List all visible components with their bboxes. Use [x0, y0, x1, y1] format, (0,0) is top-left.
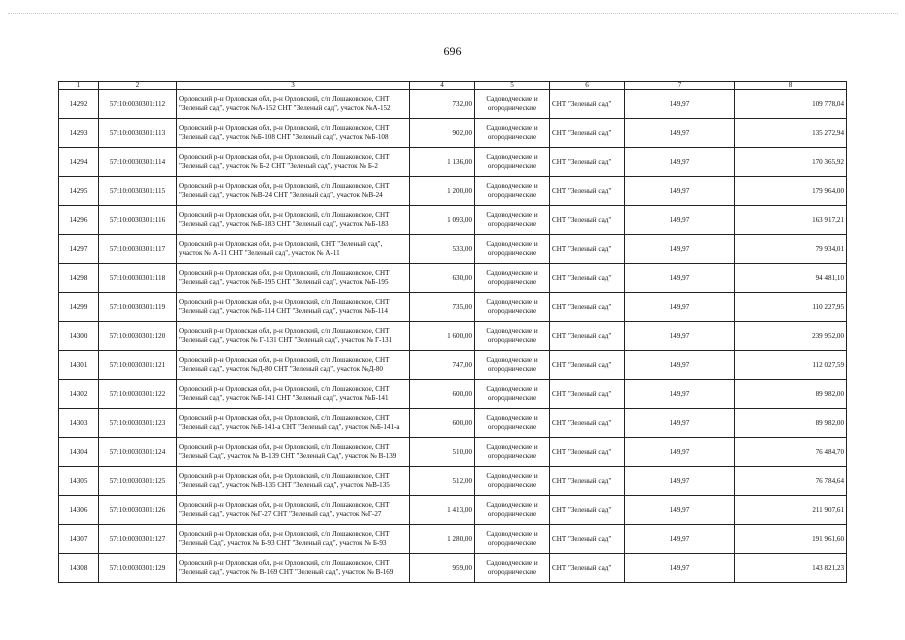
- unit-price: 149,97: [625, 409, 735, 438]
- table-row: [59, 380, 847, 409]
- snt-name: СНТ "Зеленый сад": [550, 467, 625, 496]
- cadastral-value: 211 907,61: [735, 496, 847, 525]
- unit-price: 149,97: [625, 293, 735, 322]
- column-header: 7: [625, 82, 735, 90]
- column-header: 5: [475, 82, 550, 90]
- address: Орловский р-н Орловская обл, р-н Орловский, с/п Лошаковское, СНТ "Зеленый сад", участок №В-135 СНТ "Зеленый сад", участок №В-135: [177, 467, 410, 496]
- column-header: 3: [177, 82, 410, 90]
- address: Орловский р-н Орловская обл, р-н Орловский, с/п Лошаковское, СНТ "Зеленый Сад", участок № В-139 СНТ "Зеленый Сад", участок № В-139: [177, 438, 410, 467]
- snt-name: СНТ "Зеленый сад": [550, 206, 625, 235]
- column-header: 4: [410, 82, 475, 90]
- row-number: 14295: [59, 177, 99, 206]
- area-value: 732,00: [410, 90, 475, 119]
- cadastral-number: 57:10:0030301:119: [99, 293, 177, 322]
- row-number: 14294: [59, 148, 99, 177]
- snt-name: СНТ "Зеленый сад": [550, 293, 625, 322]
- address: Орловский р-н Орловская обл, р-н Орловский, с/п Лошаковское, СНТ "Зеленый сад", участок №Б-114 СНТ "Зеленый сад", участок №Б-114: [177, 293, 410, 322]
- address: Орловский р-н Орловская обл, р-н Орловский, с/п Лошаковское, СНТ "Зеленый сад", участок № Г-131 СНТ "Зеленый сад", участок № Г-131: [177, 322, 410, 351]
- unit-price: 149,97: [625, 90, 735, 119]
- cadastral-value: 191 961,60: [735, 525, 847, 554]
- snt-name: СНТ "Зеленый сад": [550, 525, 625, 554]
- unit-price: 149,97: [625, 438, 735, 467]
- cadastral-number: 57:10:0030301:113: [99, 119, 177, 148]
- table-row: [59, 467, 847, 496]
- area-value: 1 093,00: [410, 206, 475, 235]
- snt-name: СНТ "Зеленый сад": [550, 438, 625, 467]
- snt-name: СНТ "Зеленый сад": [550, 119, 625, 148]
- cadastral-number: 57:10:0030301:127: [99, 525, 177, 554]
- table-row: [59, 177, 847, 206]
- cadastral-number: 57:10:0030301:123: [99, 409, 177, 438]
- unit-price: 149,97: [625, 119, 735, 148]
- cadastral-value: 76 784,64: [735, 467, 847, 496]
- row-number: 14302: [59, 380, 99, 409]
- land-use: Садоводческие и огороднические: [475, 293, 550, 322]
- snt-name: СНТ "Зеленый сад": [550, 148, 625, 177]
- cadastral-value: 94 481,10: [735, 264, 847, 293]
- table-row: [59, 496, 847, 525]
- cadastral-number: 57:10:0030301:112: [99, 90, 177, 119]
- land-use: Садоводческие и огороднические: [475, 467, 550, 496]
- table-row: [59, 119, 847, 148]
- cadastral-number: 57:10:0030301:115: [99, 177, 177, 206]
- address: Орловский р-н Орловская обл, р-н Орловский, с/п Лошаковское, СНТ "Зеленый сад", участок №Б-195 СНТ "Зеленый сад", участок №Б-195: [177, 264, 410, 293]
- row-number: 14293: [59, 119, 99, 148]
- snt-name: СНТ "Зеленый сад": [550, 380, 625, 409]
- area-value: 959,00: [410, 554, 475, 583]
- area-value: 902,00: [410, 119, 475, 148]
- address: Орловский р-н Орловская обл, р-н Орловский, с/п Лошаковское, СНТ "Зеленый сад", участок № Б-2 СНТ "Зеленый сад", участок № Б-2: [177, 148, 410, 177]
- area-value: 747,00: [410, 351, 475, 380]
- table-row: [59, 206, 847, 235]
- land-use: Садоводческие и огороднические: [475, 119, 550, 148]
- table-row: [59, 525, 847, 554]
- snt-name: СНТ "Зеленый сад": [550, 351, 625, 380]
- cadastral-value: 89 982,00: [735, 380, 847, 409]
- row-number: 14297: [59, 235, 99, 264]
- row-number: 14307: [59, 525, 99, 554]
- row-number: 14308: [59, 554, 99, 583]
- area-value: 1 600,00: [410, 322, 475, 351]
- cadastral-number: 57:10:0030301:118: [99, 264, 177, 293]
- row-number: 14301: [59, 351, 99, 380]
- land-use: Садоводческие и огороднические: [475, 90, 550, 119]
- area-value: 1 280,00: [410, 525, 475, 554]
- cadastral-value: 89 982,00: [735, 409, 847, 438]
- column-header: 6: [550, 82, 625, 90]
- address: Орловский р-н Орловская обл, р-н Орловский, с/п Лошаковское, СНТ "Зеленый сад", участок №Г-27 СНТ "Зеленый сад", участок №Г-27: [177, 496, 410, 525]
- column-header: 8: [735, 82, 847, 90]
- row-number: 14296: [59, 206, 99, 235]
- area-value: 600,00: [410, 380, 475, 409]
- cadastral-number: 57:10:0030301:124: [99, 438, 177, 467]
- table-row: [59, 438, 847, 467]
- row-number: 14304: [59, 438, 99, 467]
- unit-price: 149,97: [625, 264, 735, 293]
- land-registry-table: [58, 81, 847, 583]
- row-number: 14298: [59, 264, 99, 293]
- land-use: Садоводческие и огороднические: [475, 148, 550, 177]
- land-use: Садоводческие и огороднические: [475, 235, 550, 264]
- address: Орловский р-н Орловская обл, р-н Орловский, с/п Лошаковское, СНТ "Зеленый Сад", участок № Б-93 СНТ "Зеленый сад", участок № Б-93: [177, 525, 410, 554]
- column-header: 1: [59, 82, 99, 90]
- area-value: 1 200,00: [410, 177, 475, 206]
- land-use: Садоводческие и огороднические: [475, 322, 550, 351]
- address: Орловский р-н Орловская обл, р-н Орловский, с/п Лошаковское, СНТ "Зеленый сад", участок № В-169 СНТ "Зеленый сад", участок № В-169: [177, 554, 410, 583]
- cadastral-number: 57:10:0030301:125: [99, 467, 177, 496]
- area-value: 1 136,00: [410, 148, 475, 177]
- area-value: 510,00: [410, 438, 475, 467]
- land-use: Садоводческие и огороднические: [475, 177, 550, 206]
- cadastral-number: 57:10:0030301:116: [99, 206, 177, 235]
- address: Орловский р-н Орловская обл, р-н Орловский, с/п Лошаковское, СНТ "Зеленый сад", участок №В-24 СНТ "Зеленый сад", участок №В-24: [177, 177, 410, 206]
- snt-name: СНТ "Зеленый сад": [550, 496, 625, 525]
- cadastral-value: 163 917,21: [735, 206, 847, 235]
- cadastral-number: 57:10:0030301:129: [99, 554, 177, 583]
- row-number: 14292: [59, 90, 99, 119]
- cadastral-value: 112 027,59: [735, 351, 847, 380]
- scan-header-artifact: [8, 13, 898, 20]
- area-value: 735,00: [410, 293, 475, 322]
- address: Орловский р-н Орловская обл, р-н Орловский, с/п Лошаковское, СНТ "Зеленый сад", участок №Д-80 СНТ "Зеленый сад", участок №Д-80: [177, 351, 410, 380]
- cadastral-number: 57:10:0030301:121: [99, 351, 177, 380]
- cadastral-number: 57:10:0030301:120: [99, 322, 177, 351]
- unit-price: 149,97: [625, 351, 735, 380]
- cadastral-number: 57:10:0030301:117: [99, 235, 177, 264]
- address: Орловский р-н Орловская обл, р-н Орловский, СНТ "Зеленый сад", участок № А-11 СНТ "Зеленый сад", участок № А-11: [177, 235, 410, 264]
- land-use: Садоводческие и огороднические: [475, 264, 550, 293]
- row-number: 14299: [59, 293, 99, 322]
- land-use: Садоводческие и огороднические: [475, 554, 550, 583]
- row-number: 14305: [59, 467, 99, 496]
- table-row: [59, 90, 847, 119]
- page-number: 696: [443, 44, 462, 58]
- unit-price: 149,97: [625, 467, 735, 496]
- table-row: [59, 322, 847, 351]
- cadastral-value: 135 272,94: [735, 119, 847, 148]
- land-use: Садоводческие и огороднические: [475, 438, 550, 467]
- cadastral-value: 110 227,95: [735, 293, 847, 322]
- cadastral-number: 57:10:0030301:122: [99, 380, 177, 409]
- unit-price: 149,97: [625, 177, 735, 206]
- cadastral-value: 143 821,23: [735, 554, 847, 583]
- header-row: [59, 82, 847, 90]
- area-value: 1 413,00: [410, 496, 475, 525]
- unit-price: 149,97: [625, 380, 735, 409]
- table-row: [59, 351, 847, 380]
- cadastral-number: 57:10:0030301:126: [99, 496, 177, 525]
- cadastral-value: 76 484,70: [735, 438, 847, 467]
- table-row: [59, 235, 847, 264]
- area-value: 533,00: [410, 235, 475, 264]
- unit-price: 149,97: [625, 554, 735, 583]
- unit-price: 149,97: [625, 496, 735, 525]
- land-use: Садоводческие и огороднические: [475, 525, 550, 554]
- area-value: 600,00: [410, 409, 475, 438]
- unit-price: 149,97: [625, 148, 735, 177]
- address: Орловский р-н Орловская обл, р-н Орловский, с/п Лошаковское, СНТ "Зеленый сад", участок №Б-183 СНТ "Зеленый сад", участок №Б-183: [177, 206, 410, 235]
- snt-name: СНТ "Зеленый сад": [550, 90, 625, 119]
- cadastral-value: 109 778,04: [735, 90, 847, 119]
- snt-name: СНТ "Зеленый сад": [550, 322, 625, 351]
- snt-name: СНТ "Зеленый сад": [550, 409, 625, 438]
- column-header: 2: [99, 82, 177, 90]
- land-use: Садоводческие и огороднические: [475, 409, 550, 438]
- address: Орловский р-н Орловская обл, р-н Орловский, с/п Лошаковское, СНТ "Зеленый сад", участок №Б-108 СНТ "Зеленый сад", участок №Б-108: [177, 119, 410, 148]
- land-use: Садоводческие и огороднические: [475, 496, 550, 525]
- cadastral-value: 239 952,00: [735, 322, 847, 351]
- row-number: 14306: [59, 496, 99, 525]
- land-use: Садоводческие и огороднические: [475, 380, 550, 409]
- cadastral-value: 179 964,00: [735, 177, 847, 206]
- land-use: Садоводческие и огороднические: [475, 206, 550, 235]
- unit-price: 149,97: [625, 235, 735, 264]
- table-row: [59, 148, 847, 177]
- address: Орловский р-н Орловская обл, р-н Орловский, с/п Лошаковское, СНТ "Зеленый сад", участок №Б-141 СНТ "Зеленый сад", участок №Б-141: [177, 380, 410, 409]
- unit-price: 149,97: [625, 525, 735, 554]
- cadastral-value: 79 934,01: [735, 235, 847, 264]
- table-row: [59, 264, 847, 293]
- cadastral-value: 170 365,92: [735, 148, 847, 177]
- unit-price: 149,97: [625, 322, 735, 351]
- snt-name: СНТ "Зеленый сад": [550, 235, 625, 264]
- snt-name: СНТ "Зеленый сад": [550, 554, 625, 583]
- land-use: Садоводческие и огороднические: [475, 351, 550, 380]
- table-row: [59, 409, 847, 438]
- snt-name: СНТ "Зеленый сад": [550, 177, 625, 206]
- cadastral-number: 57:10:0030301:114: [99, 148, 177, 177]
- row-number: 14300: [59, 322, 99, 351]
- unit-price: 149,97: [625, 206, 735, 235]
- area-value: 512,00: [410, 467, 475, 496]
- snt-name: СНТ "Зеленый сад": [550, 264, 625, 293]
- table-row: [59, 554, 847, 583]
- area-value: 630,00: [410, 264, 475, 293]
- table-row: [59, 293, 847, 322]
- address: Орловский р-н Орловская обл, р-н Орловский, с/п Лошаковское, СНТ "Зеленый сад", участок №Б-141-а СНТ "Зеленый сад", участок №Б-141-а: [177, 409, 410, 438]
- row-number: 14303: [59, 409, 99, 438]
- address: Орловский р-н Орловская обл, р-н Орловский, с/п Лошаковское, СНТ "Зеленый сад", участок №А-152 СНТ "Зеленый сад", участок №А-152: [177, 90, 410, 119]
